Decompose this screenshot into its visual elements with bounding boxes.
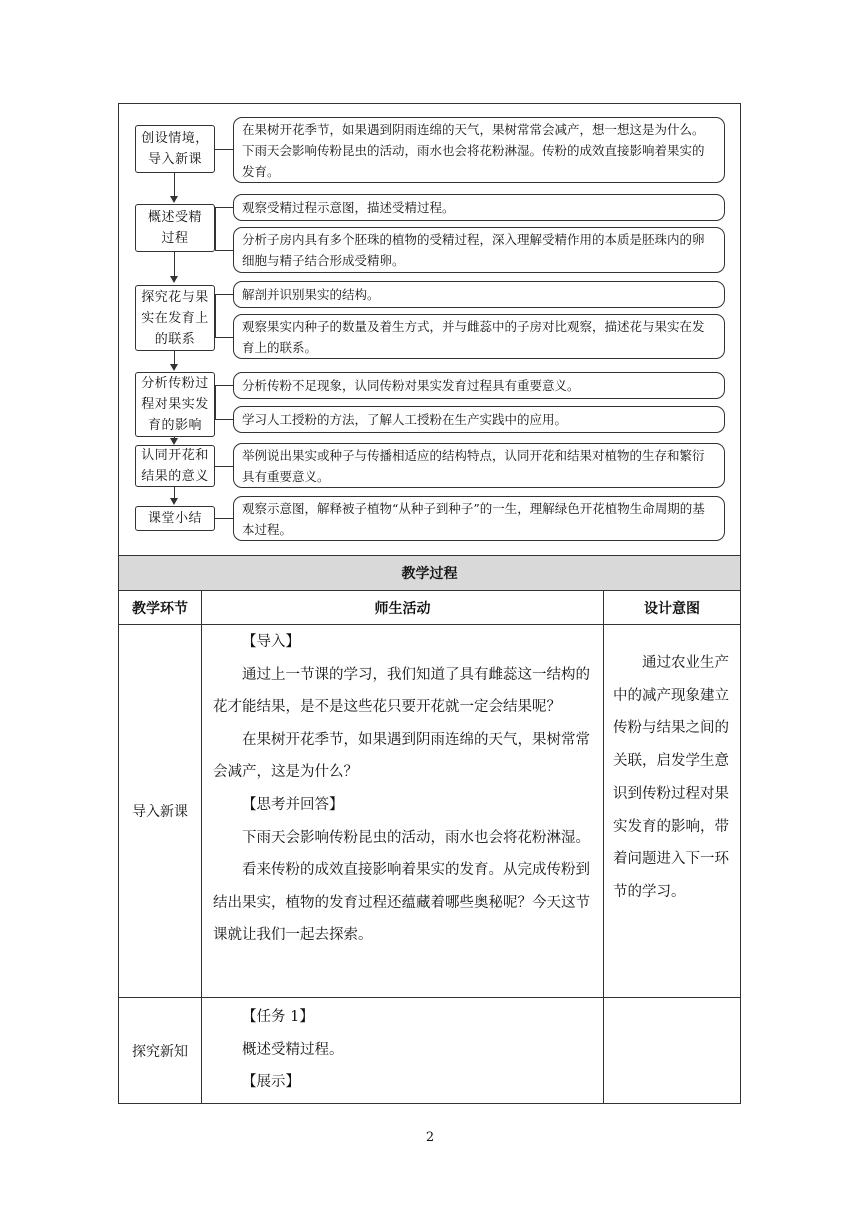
column-divider-1	[201, 590, 202, 1104]
flow-step-label: 分析传粉过 程对果实发 育的影响	[135, 372, 215, 437]
flow-connector	[215, 207, 233, 208]
flow-connector	[215, 419, 233, 420]
process-title: 教学过程	[119, 556, 740, 590]
flow-connector	[215, 294, 233, 295]
flow-bracket	[215, 207, 216, 250]
flow-step-label: 创设情境， 导入新课	[135, 125, 215, 173]
page-number: 2	[425, 1130, 435, 1145]
flow-step-detail: 观察示意图，解释被子植物“从种子到种子”的一生，理解绿色开花植物生命周期的基本过程。	[233, 496, 725, 541]
activity-paragraph: 通过上一节课的学习，我们知道了具有雌蕊这一结构的花才能结果，是不是这些花只要开花就一定会结果呢？	[213, 666, 590, 716]
flow-step-detail: 学习人工授粉的方法，了解人工授粉在生产实践中的应用。	[233, 406, 725, 433]
flow-connector	[215, 149, 233, 150]
flow-connector	[215, 466, 233, 467]
design-intent-intro: 通过农业生产中的减产现象建立传粉与结果之间的关联，启发学生意识到传粉过程对果实发育的影响，带着问题进入下一环节的学习。	[613, 655, 729, 900]
stage-explore: 探究新知	[132, 1043, 188, 1060]
activity-paragraph: 看来传粉的成效直接影响着果实的发育。从完成传粉到结出果实，植物的发育过程还蕴藏着哪些奥秘呢？今天这节课就让我们一起去探索。	[213, 862, 590, 944]
flow-step-detail: 分析传粉不足现象，认同传粉对果实发育过程具有重要意义。	[233, 372, 725, 399]
column-header-rule	[118, 624, 741, 625]
column-header-stage: 教学环节	[132, 600, 188, 617]
flow-step-label: 认同开花和 结果的意义	[135, 445, 215, 487]
flow-step-detail: 分析子房内具有多个胚珠的植物的受精过程，深入理解受精作用的本质是胚珠内的卵细胞与精子结合形成受精卵。	[233, 227, 725, 273]
activity-paragraph: 在果树开花季节，如果遇到阴雨连绵的天气，果树常常会减产，这是为什么？	[213, 731, 590, 781]
flow-connector	[215, 385, 233, 386]
row-divider	[118, 997, 741, 998]
column-header-activity: 师生活动	[374, 600, 431, 617]
stage-intro: 导入新课	[132, 804, 188, 820]
flow-step-label: 课堂小结	[135, 506, 215, 531]
flow-step-label: 概述受精 过程	[135, 204, 215, 252]
activity-heading: 【导入】	[242, 634, 300, 650]
flow-step-detail: 解剖并识别果实的结构。	[233, 281, 725, 308]
activity-paragraph: 下雨天会影响传粉昆虫的活动，雨水也会将花粉淋湿。	[242, 829, 590, 846]
flow-step-detail: 在果树开花季节，如果遇到阴雨连绵的天气，果树常常会减产，想一想这是为什么。下雨天会影响传粉昆虫的活动，雨水也会将花粉淋湿。传粉的成效直接影响着果实的发育。	[233, 117, 725, 183]
column-header-intent: 设计意图	[644, 600, 700, 617]
flow-step-label: 探究花与果 实在发育上 的联系	[135, 285, 215, 351]
flow-bracket	[215, 294, 216, 337]
flow-step-detail: 举例说出果实或种子与传播相适应的结构特点，认同开花和结果对植物的生存和繁衍具有重要意义。	[233, 443, 725, 488]
flow-connector	[215, 250, 233, 251]
flow-step-detail: 观察受精过程示意图，描述受精过程。	[233, 194, 725, 221]
flow-connector	[215, 518, 233, 519]
activity-explore	[213, 1001, 603, 1099]
flow-step-detail: 观察果实内种子的数量及着生方式，并与雌蕊中的子房对比观察，描述花与果实在发育上的联系。	[233, 314, 725, 359]
activity-paragraph: 概述受精过程。	[242, 1041, 344, 1058]
activity-heading: 【展示】	[242, 1074, 300, 1091]
column-divider-2	[603, 590, 604, 1104]
activity-intro	[213, 626, 603, 952]
flow-connector	[215, 337, 233, 338]
flow-bracket	[215, 385, 216, 419]
activity-heading: 【任务 1】	[242, 1009, 314, 1025]
activity-heading: 【思考并回答】	[242, 796, 344, 813]
